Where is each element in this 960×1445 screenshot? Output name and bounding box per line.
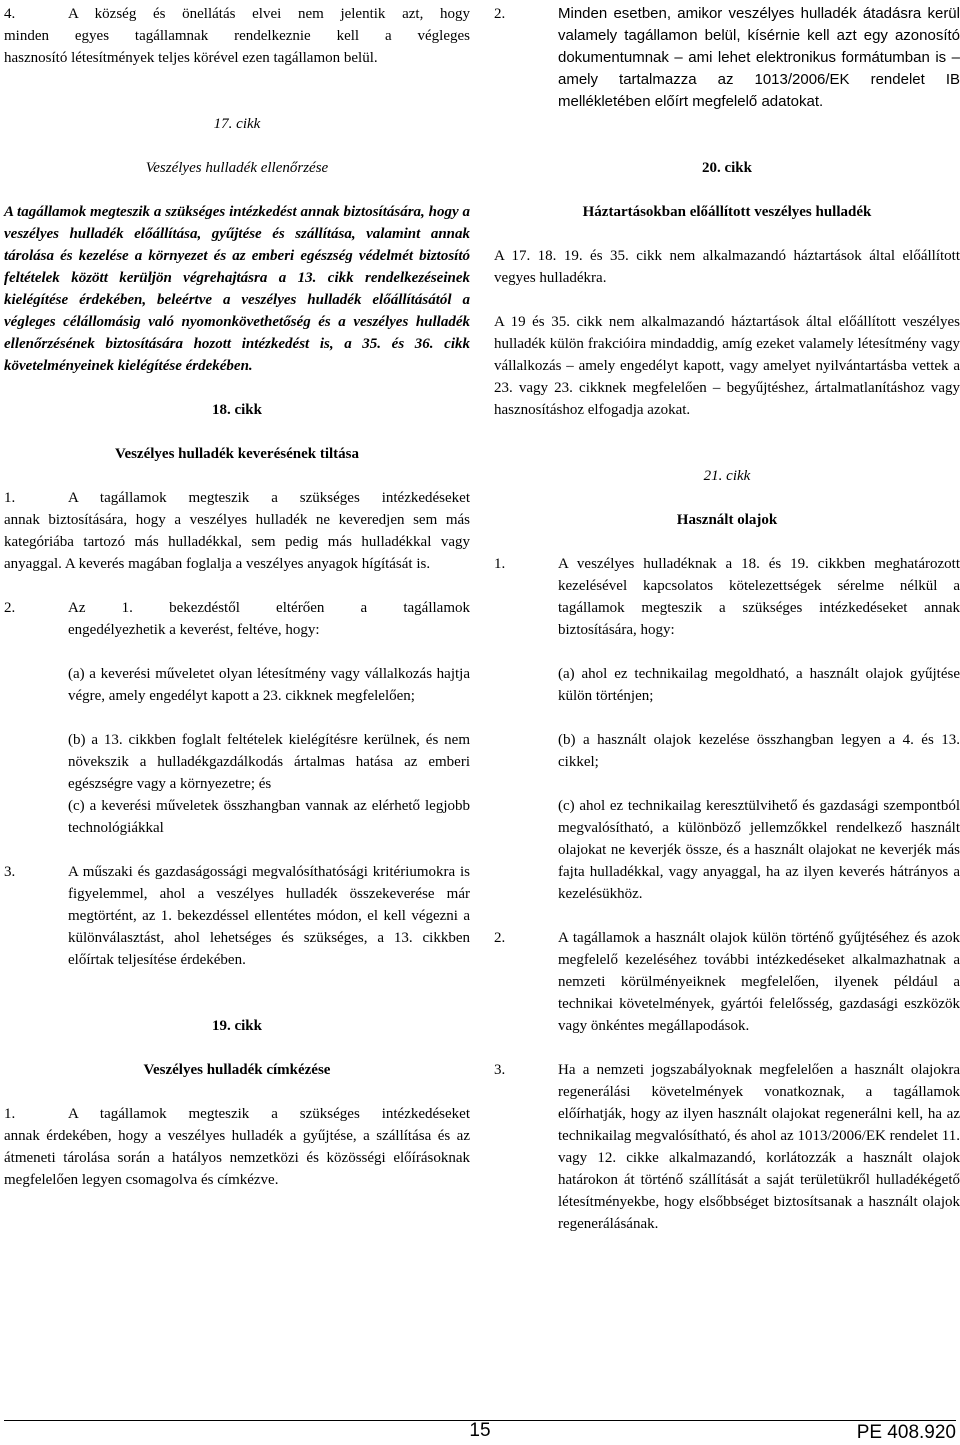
article-18-title: Veszélyes hulladék keverésének tiltása <box>114 446 359 462</box>
paragraph-text: A műszaki és gazdaságossági megvalósíthatósági kritériumokra is figyelemmel, ahol a veszélyes hulladék összekeverése már megtörtént, az 1. bekezdéssel ellentétes módon, el kell végezni a különválasztást, ahol lehetséges és szükséges, a 13. cikkben előírtak teljesítése érdekében. <box>68 864 470 968</box>
paragraph-text: annak biztosítására, hogy a veszélyes hulladék ne keveredjen sem más kategóriába tartozó más hulladékkal, sem pedig más hulladékkal vagy anyaggal. A keverés magában foglalja a veszélyes anyagok hígítását is. <box>4 512 470 572</box>
article-21-paragraph-3 <box>494 1059 960 1235</box>
article-20-title: Háztartásokban előállított veszélyes hulladék <box>582 204 872 220</box>
paragraph-text: Ha a nemzeti jogszabályoknak megfelelően a használt olajokra regenerálási követelmények vonatkoznak, a tagállamok előírhatják, hogy az ilyen használt olajokat regenerálni kell, ha az technikailag megvalósítható, és ahol az 1013/2006/EK rendelet 11. vagy 12. cikke alkalmazandó, korlátozzák a használt olajok határokon át történő szállítását a saját területükről hulladékégető létesítményekbe, hogy elsőbbséget biztosítsanak a használt olajok regenerálásának. <box>558 1062 960 1232</box>
paragraph-text: annak érdekében, hogy a veszélyes hulladék a gyűjtése, a szállítása és az átmeneti tárolása során a hatályos nemzetközi és közösségi előírásoknak megfelelően legyen csomagolva és címkézve. <box>4 1128 470 1188</box>
paragraph-number: 2. <box>494 6 506 22</box>
paragraph-first-line: Az 1. bekezdéstől eltérően a tagállamok <box>68 600 470 616</box>
article-18-paragraph-3 <box>4 861 470 971</box>
paragraph-line: A község és önellátás elvei nem jelentik azt, hogy <box>68 6 470 22</box>
article-17-heading: 17. cikk <box>213 116 261 132</box>
point-b: (b) a használt olajok kezelése összhangban legyen a 4. és 13. cikkel; <box>558 732 960 770</box>
paragraph-line: hasznosító létesítmények teljes körével ezen tagállamon belül. <box>4 50 378 66</box>
point-a: (a) a keverési műveletet olyan létesítmény vagy vállalkozás hajtja végre, amely engedélyt kapott a 23. cikknek megfelelően; <box>68 666 470 704</box>
article-17-body: A tagállamok megteszik a szükséges intézkedést annak biztosítására, hogy a veszélyes hulladék előállítása, gyűjtése és szállítása, valamint annak tárolása és kezelése a környezet és az emberi egészség védelmét biztosító feltételek között kerüljön végrehajtásra a 13. cikk rendelkezéseinek kielégítése érdekében, beleértve a veszélyes hulladék előállításától a végleges célállomásig való nyomonkövethetőség és a veszélyes hulladék ellenőrzésének biztosítására hozott intézkedést is, a 35. és 36. cikk követelményeinek kielégítése érdekében. <box>4 204 470 374</box>
paragraph-number: 1. <box>4 1106 16 1122</box>
article-19-title: Veszélyes hulladék címkézése <box>143 1062 331 1078</box>
point-c: (c) ahol ez technikailag keresztülvihető és gazdasági szempontból megvalósítható, a különböző jellemzőkkel rendelkező használt olajokat ne keverjék össze, és a használt olajokat ne keverjék más fajta hulladékkal, vagy anyaggal, ha az ilyen keverés hátrányos a kezelésükhöz. <box>558 798 960 902</box>
paragraph-first-line: A tagállamok megteszik a szükséges intézkedéseket <box>68 1106 470 1122</box>
paragraph-2-identification <box>494 3 960 113</box>
paragraph-number: 4. <box>4 6 16 22</box>
article-18-paragraph-1 <box>4 487 470 575</box>
article-17-title: Veszélyes hulladék ellenőrzése <box>145 160 329 176</box>
article-21-paragraph-1 <box>494 553 960 641</box>
article-18-paragraph-2 <box>4 597 470 839</box>
paragraph-text: engedélyezhetik a keverést, feltéve, hogy: <box>68 622 320 638</box>
article-21-title: Használt olajok <box>676 512 778 528</box>
paragraph-first-line: A tagállamok megteszik a szükséges intézkedéseket <box>68 490 470 506</box>
article-21-paragraph-2 <box>494 927 960 1037</box>
point-b: (b) a 13. cikkben foglalt feltételek kielégítésre kerülnek, és nem növekszik a hulladékgazdálkodás ártalmas hatása az emberi egészségre vagy a környezetre; és <box>68 732 470 792</box>
document-reference: PE 408.920 <box>856 1422 956 1443</box>
paragraph-line: minden egyes tagállamnak rendelkeznie kell a végleges <box>4 28 470 44</box>
left-column <box>4 3 470 1191</box>
paragraph-number: 3. <box>494 1062 506 1078</box>
article-19-paragraph-1 <box>4 1103 470 1191</box>
paragraph-number: 2. <box>4 600 16 616</box>
article-20-paragraph-1: A 17. 18. 19. és 35. cikk nem alkalmazandó háztartások által előállított vegyes hulladékra. <box>494 248 960 286</box>
article-21-heading: 21. cikk <box>703 468 751 484</box>
article-20-heading: 20. cikk <box>701 160 752 176</box>
paragraph-number: 2. <box>494 930 506 946</box>
point-c: (c) a keverési műveletek összhangban vannak az elérhető legjobb technológiákkal <box>68 798 470 836</box>
paragraph-number: 1. <box>4 490 16 506</box>
right-column <box>494 3 960 1235</box>
page-number: 15 <box>469 1420 491 1441</box>
article-20-paragraph-2: A 19 és 35. cikk nem alkalmazandó háztartások által előállított veszélyes hulladék külön frakcióira mindaddig, amíg ezeket valamely létesítmény vagy vállalkozás ‒ amely engedélyt kapott, vagy amelyet nyilvántartásba vettek a 23. vagy 23. cikknek megfelelően ‒ begyűjtéshez, ártalmatlanításhoz vagy hasznosításhoz elfogadja azokat. <box>494 314 960 418</box>
paragraph-text: A veszélyes hulladéknak a 18. és 19. cikkben meghatározott kezelésével kapcsolatos kötelezettségek sérelme nélkül a tagállamok megteszik a szükséges intézkedéseket annak biztosítására, hogy: <box>558 556 960 638</box>
article-18-heading: 18. cikk <box>211 402 262 418</box>
paragraph-4 <box>4 3 470 69</box>
paragraph-text: A tagállamok a használt olajok külön történő gyűjtéséhez és azok megfelelő kezeléséhez további intézkedéseket alkalmazhatnak a nemzeti körülményeiknek megfelelően, ilyenek például a technikai követelmények, gyártói felelősség, gazdasági eszközök vagy önkéntes megállapodások. <box>558 930 960 1034</box>
paragraph-number: 1. <box>494 556 506 572</box>
paragraph-text: Minden esetben, amikor veszélyes hulladék átadásra kerül valamely tagállamon belül, kísérnie kell azt egy azonosító dokumentumnak ‒ ami lehet elektronikus formátumban is ‒ amely tartalmazza az 1013/2006/EK rendelet IB mellékletében előírt megfelelő adatokat. <box>558 5 960 110</box>
point-a: (a) ahol ez technikailag megoldható, a használt olajok gyűjtése külön történjen; <box>558 666 960 704</box>
paragraph-number: 3. <box>4 864 16 880</box>
article-19-heading: 19. cikk <box>211 1018 262 1034</box>
